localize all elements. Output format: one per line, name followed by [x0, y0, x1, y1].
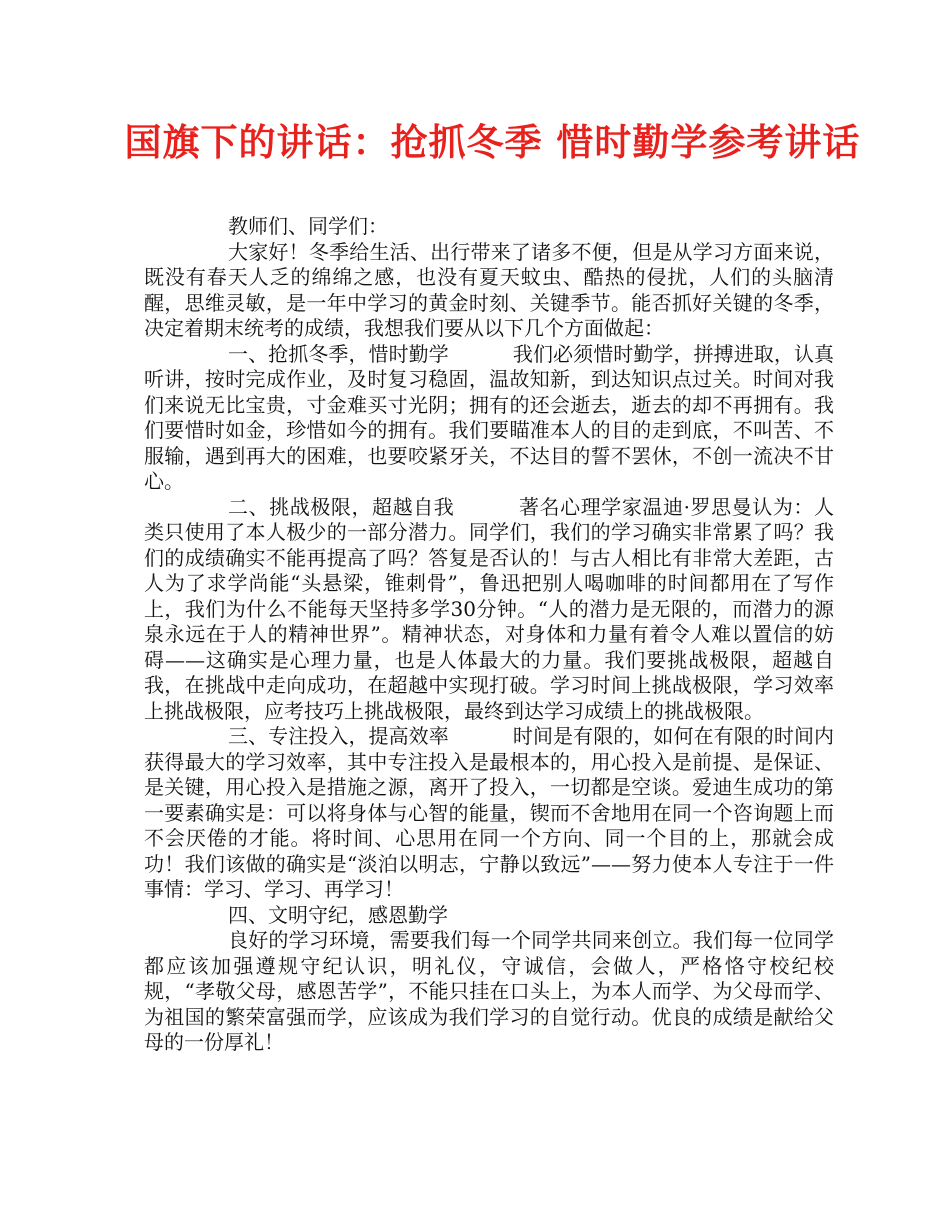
section-4-text: 良好的学习环境，需要我们每一个同学共同来创立。我们每一位同学都应该加强遵规守纪认识，明礼仪，守诚信，会做人，严格恪守校纪校规，“孝敬父母，感恩苦学”，不能只挂在口头上，为本人而学、为父母而学、为祖国的繁荣富强而学，应该成为我们学习的自觉行动。优良的成绩是献给父母的一份厚礼！ [144, 928, 834, 1054]
section-1-text: 我们必须惜时勤学，拼搏进取，认真听讲，按时完成作业，及时复习稳固，温故知新，到达知识点过关。时间对我们来说无比宝贵，寸金难买寸光阴；拥有的还会逝去，逝去的却不再拥有。我们要惜时如金，珍惜如今的拥有。我们要瞄准本人的目的走到底，不叫苦、不服输，遇到再大的困难，也要咬紧牙关，不达目的誓不罢休，不创一流决不甘心。 [144, 341, 835, 493]
intro-paragraph: 大家好！冬季给生活、出行带来了诸多不便，但是从学习方面来说，既没有春天人乏的绵绵之感，也没有夏天蚊虫、酷热的侵扰，人们的头脑清醒，思维灵敏，是一年中学习的黄金时刻、关键季节。能否抓好关键的冬季，决定着期末统考的成绩，我想我们要从以下几个方面做起： [144, 239, 834, 340]
section-2-paragraph [144, 495, 834, 725]
document-body [144, 214, 834, 1056]
section-1-heading: 一、抢抓冬季，惜时勤学 [228, 341, 449, 366]
section-2-text: 著名心理学家温迪·罗思曼认为：人类只使用了本人极少的一部分潜力。同学们，我们的学习确实非常累了吗？我们的成绩确实不能再提高了吗？答复是否认的！与古人相比有非常大差距，古人为了求学尚能“头悬梁，锥刺骨”，鲁迅把别人喝咖啡的时间都用在了写作上，我们为什么不能每天坚持多学30分钟。“人的潜力是无限的，而潜力的源泉永远在于人的精神世界”。精神状态，对身体和力量有着令人难以置信的妨碍——这确实是心理力量，也是人体最大的力量。我们要挑战极限，超越自我，在挑战中走向成功，在超越中实现打破。学习时间上挑战极限，学习效率上挑战极限，应考技巧上挑战极限，最终到达学习成绩上的挑战极限。 [144, 494, 835, 723]
section-2-heading: 二、挑战极限，超越自我 [228, 494, 455, 519]
section-3-paragraph [144, 724, 834, 903]
section-3-text: 时间是有限的，如何在有限的时间内获得最大的学习效率，其中专注投入是最根本的，用心投入是前提、是保证、是关键，用心投入是措施之源，离开了投入，一切都是空谈。爱迪生成功的第一要素确实是：可以将身体与心智的能量，锲而不舍地用在同一个咨询题上而不会厌倦的才能。将时间、心思用在同一个方向、同一个目的上，那就会成功！我们该做的确实是“淡泊以明志，宁静以致远”——努力使本人专注于一件事情：学习、学习、再学习！ [144, 724, 835, 901]
document-title: 国旗下的讲话：抢抓冬季 惜时勤学参考讲话 [124, 121, 861, 164]
section-4-heading: 四、文明守纪，感恩勤学 [228, 902, 448, 927]
section-1-paragraph [144, 342, 834, 495]
greeting: 教师们、同学们： [228, 214, 388, 238]
section-3-heading: 三、专注投入，提高效率 [228, 724, 449, 748]
